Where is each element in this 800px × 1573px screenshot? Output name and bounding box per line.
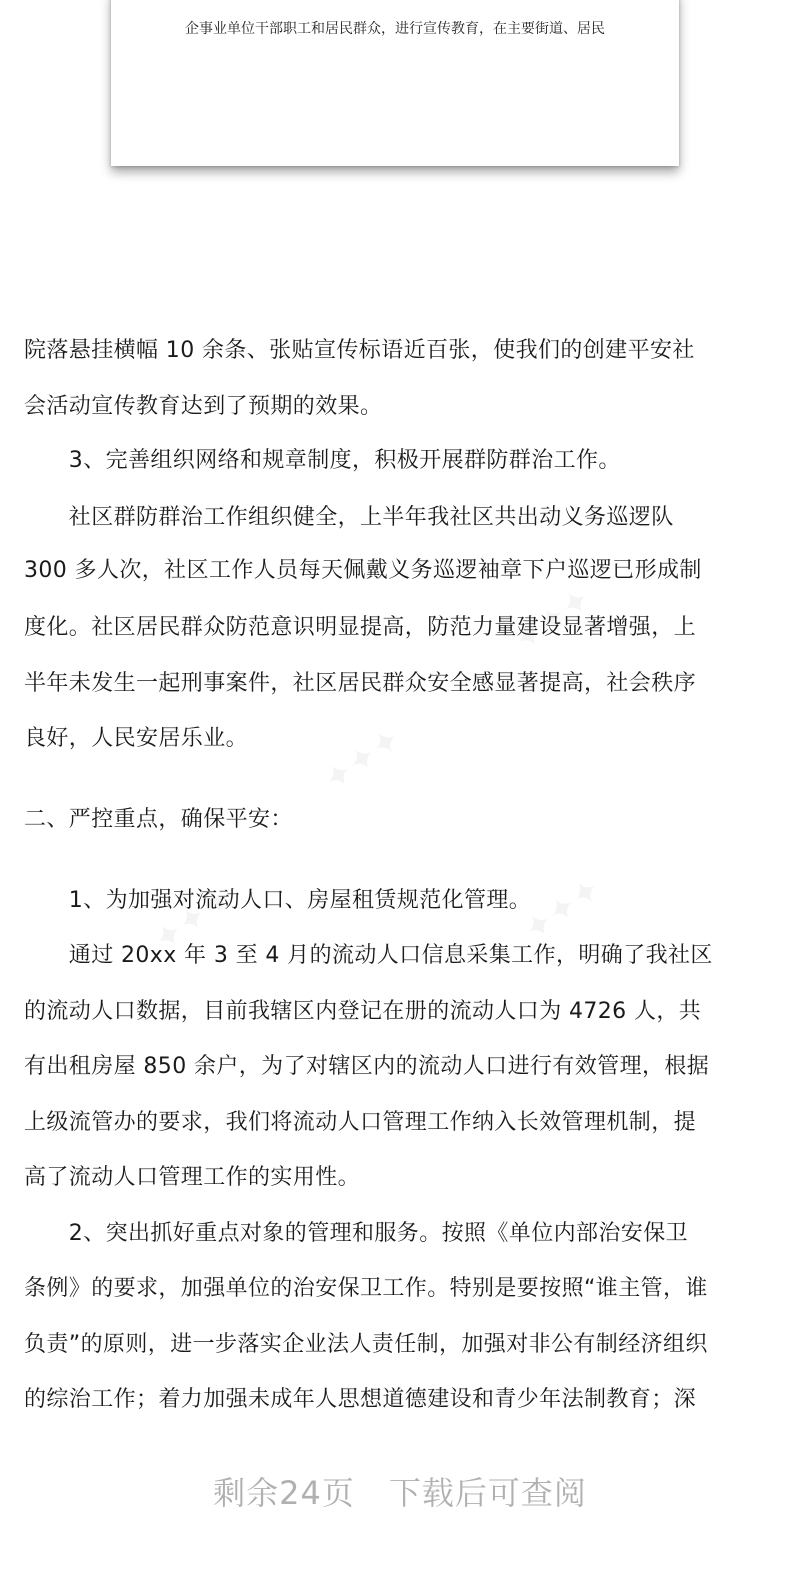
remaining-pages-label: 剩余24页 [213, 1474, 355, 1512]
section-heading: 二、严控重点，确保平安： [24, 807, 293, 832]
previous-page-card [111, 0, 679, 166]
paragraph-line: 3、完善组织网络和规章制度，积极开展群防群治工作。 [24, 448, 621, 473]
paragraph-line: 度化。社区居民群众防范意识明显提高，防范力量建设显著增强，上 [24, 615, 697, 640]
paragraph-line: 院落悬挂横幅 10 余条、张贴宣传标语近百张，使我们的创建平安社 [24, 338, 695, 363]
paragraph-line: 良好，人民安居乐业。 [24, 726, 249, 751]
paragraph-line: 300 多人次，社区工作人员每天佩戴义务巡逻袖章下户巡逻已形成制 [24, 558, 702, 583]
paragraph-line: 1、为加强对流动人口、房屋租赁规范化管理。 [24, 888, 532, 913]
paragraph-line: 高了流动人口管理工作的实用性。 [24, 1165, 361, 1190]
paragraph-line: 上级流管办的要求，我们将流动人口管理工作纳入长效管理机制，提 [24, 1110, 697, 1135]
paragraph-line: 半年未发生一起刑事案件，社区居民群众安全感显著提高，社会秩序 [24, 671, 697, 696]
paragraph-line: 会活动宣传教育达到了预期的效果。 [24, 394, 383, 419]
paragraph-line: 的综治工作；着力加强未成年人思想道德建设和青少年法制教育；深 [24, 1387, 697, 1412]
paragraph-line: 社区群防群治工作组织健全，上半年我社区共出动义务巡逻队 [24, 505, 674, 530]
paragraph-line: 的流动人口数据，目前我辖区内登记在册的流动人口为 4726 人，共 [24, 999, 702, 1024]
paragraph-line: 负责”的原则，进一步落实企业法人责任制，加强对非公有制经济组织 [24, 1332, 708, 1357]
download-to-view-label[interactable]: 下载后可查阅 [388, 1474, 587, 1512]
paragraph-line: 通过 20xx 年 3 至 4 月的流动人口信息采集工作，明确了我社区 [24, 943, 713, 968]
paragraph-line: 有出租房屋 850 余户，为了对辖区内的流动人口进行有效管理，根据 [24, 1054, 710, 1079]
paragraph-line: 2、突出抓好重点对象的管理和服务。按照《单位内部治安保卫 [24, 1221, 688, 1246]
paragraph-line: 条例》的要求，加强单位的治安保卫工作。特别是要按照“谁主管，谁 [24, 1276, 708, 1301]
card-text-line: 企事业单位干部职工和居民群众，进行宣传教育，在主要街道、居民 [185, 21, 605, 37]
download-prompt[interactable] [0, 1468, 800, 1514]
